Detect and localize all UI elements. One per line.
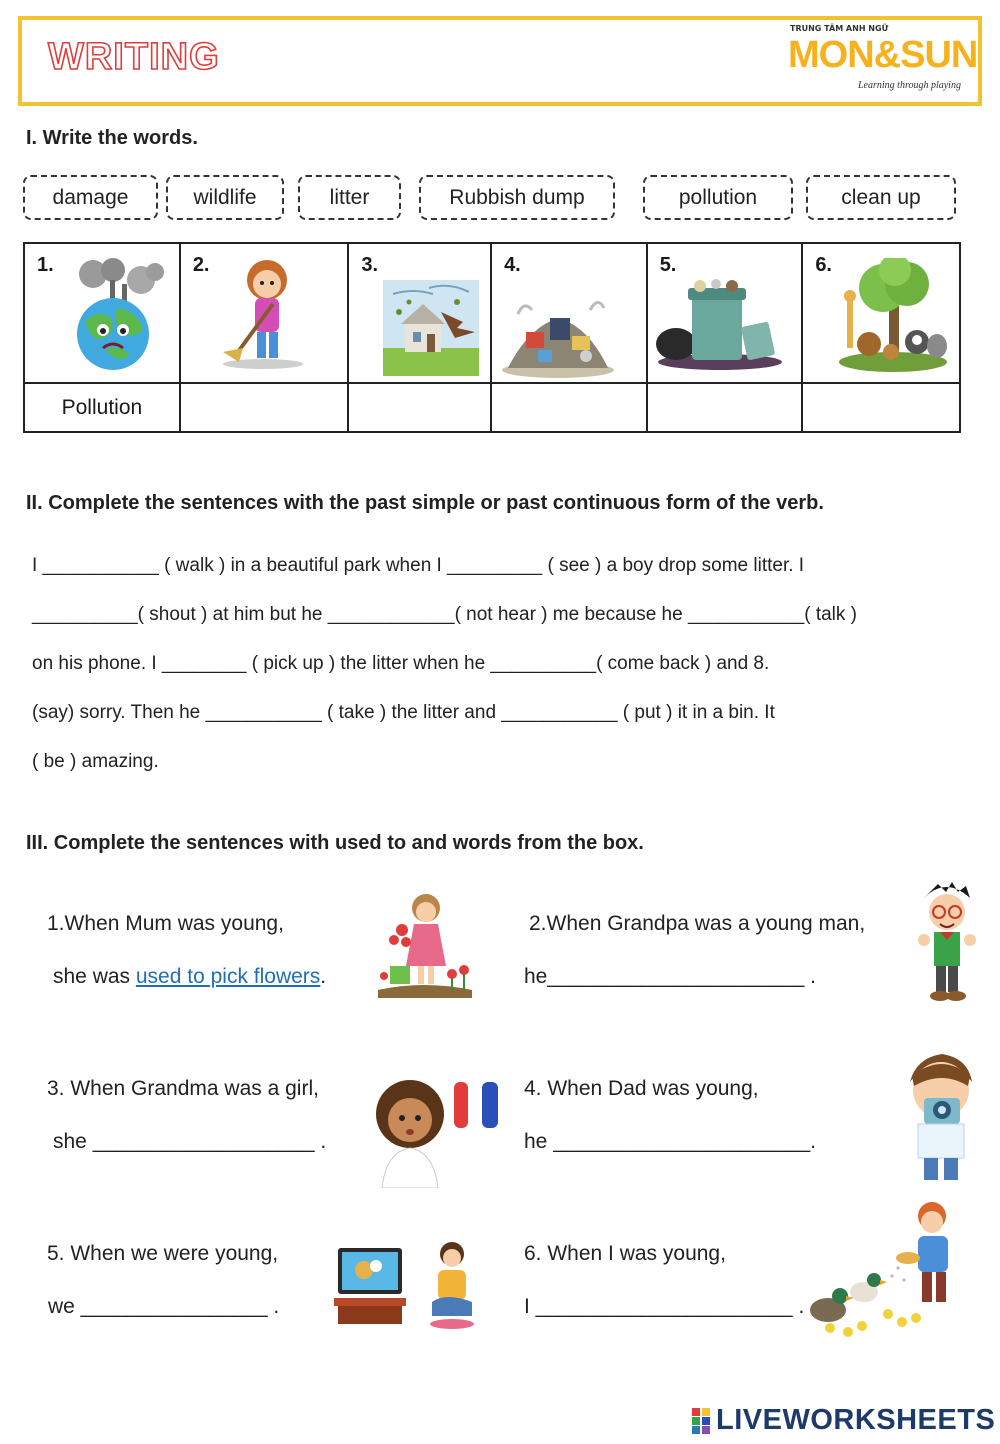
item2-line1: 2.When Grandpa was a young man, [529,912,866,935]
page-title: WRITING [48,36,220,78]
word-box-wildlife: wildlife [166,175,284,220]
paragraph-line-2: __________( shout ) at him but he ____________( not hear ) me because he ___________( talk ) [32,604,857,625]
picture-number: 1. [37,254,54,276]
picture-number: 4. [504,254,521,276]
boy-glasses-icon [912,878,982,1004]
item1-suffix: . [320,965,327,988]
picture-number: 5. [659,254,677,276]
liveworksheets-brand[interactable]: LIVEWORKSHEETS [716,1404,996,1436]
section3-title: III. Complete the sentences with used to and words from the box. [26,832,644,854]
wildlife-icon [833,258,953,378]
liveworksheets-logo-icon [692,1408,712,1434]
monsun-logo [788,22,978,96]
girl-sweeping-icon [211,252,311,372]
picture-cell-2 [180,243,349,383]
picture-cell-5 [647,243,803,383]
item1-prefix: she was [53,965,136,988]
picture-table [23,242,961,433]
picture-cell-6 [802,243,960,383]
section1-title: I. Write the words. [26,127,198,149]
boy-camera-icon [898,1046,984,1186]
word-box-clean-up: clean up [806,175,956,220]
boy-watching-tv-icon [332,1236,480,1332]
girl-french-flag-icon [372,1074,506,1188]
picture-cell-3 [348,243,491,383]
picture-number: 6. [815,254,832,276]
answer-cell-2[interactable] [180,383,349,432]
litter-bin-icon [654,274,784,374]
word-box-rubbish-dump: Rubbish dump [419,175,615,220]
girl-picking-flowers-icon [372,890,476,1002]
rubbish-dump-icon [498,274,618,384]
picture-number: 2. [192,254,210,276]
boy-feeding-ducks-icon [800,1196,980,1340]
item3-line2[interactable]: she ___________________ . [53,1130,327,1153]
item3-line1: 3. When Grandma was a girl, [47,1077,319,1100]
answer-cell-4[interactable] [491,383,647,432]
item4-line1: 4. When Dad was young, [524,1077,759,1100]
item5-line2[interactable]: we ________________ . [48,1295,280,1318]
item5-line1: 5. When we were young, [47,1242,279,1265]
paragraph-line-3: on his phone. I ________ ( pick up ) the litter when he __________( come back ) and 8. [32,653,770,674]
logo-tagline: Learning through playing [858,80,961,91]
item6-line2[interactable]: I ______________________ . [524,1295,805,1318]
storm-damage-icon [379,272,479,382]
item1-line1: 1.When Mum was young, [47,912,284,935]
word-box-pollution: pollution [643,175,793,220]
earth-pollution-icon [55,252,165,372]
logo-main-text: MON&SUN [788,34,978,76]
item6-line1: 6. When I was young, [524,1242,726,1265]
word-box-litter: litter [298,175,401,220]
item1-answer[interactable]: used to pick flowers [135,965,321,988]
answer-cell-3[interactable] [348,383,491,432]
answer-cell-6[interactable] [802,383,960,432]
answer-cell-5[interactable] [647,383,803,432]
answer-cell-1[interactable]: Pollution [24,383,180,432]
picture-cell-1 [24,243,180,383]
word-box-damage: damage [23,175,158,220]
header [18,16,982,106]
item1-line2 [53,965,326,989]
paragraph-line-4: (say) sorry. Then he ___________ ( take ) the litter and ___________ ( put ) it in a bin. It [32,702,775,723]
item4-line2[interactable]: he ______________________. [524,1130,816,1153]
paragraph-line-5: ( be ) amazing. [32,751,159,772]
item2-line2[interactable]: he______________________ . [524,965,816,988]
logo-top-text: TRUNG TÂM ANH NGỮ [790,24,889,33]
picture-cell-4 [491,243,647,383]
picture-number: 3. [361,254,379,276]
paragraph-line-1: I ___________ ( walk ) in a beautiful park when I _________ ( see ) a boy drop some litter. I [32,555,805,576]
section2-title: II. Complete the sentences with the past simple or past continuous form of the verb. [26,492,824,514]
